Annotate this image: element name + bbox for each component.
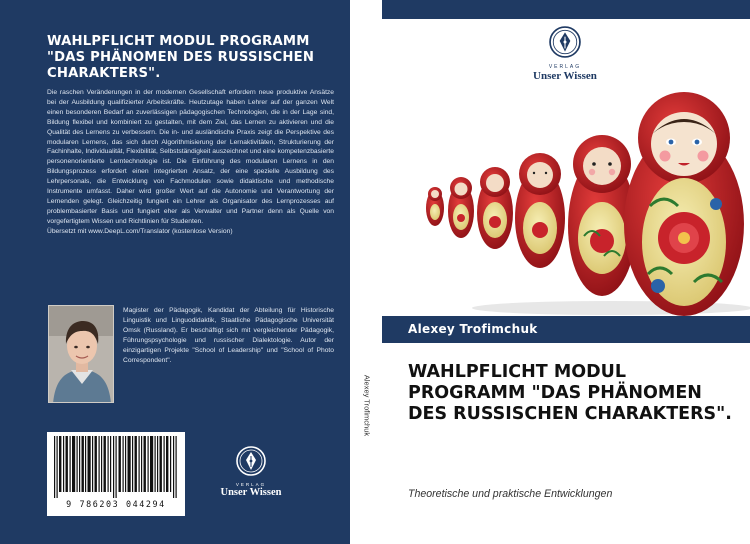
isbn-number: 9 786203 044294 [66,499,166,509]
back-cover-blurb [47,88,334,237]
spine-author: Alexey Trofimchuk [362,374,372,437]
publisher-name: Unser Wissen [533,70,597,82]
publisher-logo-front [525,26,605,82]
spine [350,0,382,544]
publisher-verlag-label: VERLAG [548,64,582,70]
front-top-bar [382,0,750,19]
author-band [382,316,750,343]
author-portrait-image [48,305,114,403]
translation-note: Übersetzt mit www.DeepL.com/Translator (kostenlose Version) [47,227,233,235]
blurb-text: Die raschen Veränderungen in der modernen Gesellschaft erfordern neue produktive Ansätze bei der Ausbildung qualifizierter Arbeitskräfte. Heutzutage haben Lehrer auf der ganzen Welt einen besonderen Bedarf an zuverlässigen pädagogischen Technologien, die in der Lage sind, Bildung flexibel und kombiniert zu gestalten, mit dem Ziel, das Lernen zu aktivieren und die Qualität des Lernens zu verbessern. Die in- und ausländische Praxis zeigt die Perspektive des modularen Lernens, das sich durch Algorithmisierung der Lernaktivitäten, Strukturierung der Fachinhalte, Individualität, Flexibilität, Selbstständigkeit auszeichnet und eine kompetenzbasierte personenorientierte Lerntechnologie ist. Die Einführung des modularen Lernens in den Bildungsprozess erfordert einen integrierten Ansatz, der eine spezielle Ausbildung des Lehrpersonals, die Entwicklung von Fachmodulen sowie didaktische und methodische Instrumente umfasst. Daher wird großer Wert auf die Autonomie und Verantwortung der Lernenden gelegt. Gleichzeitig fungiert ein Lehrer als Organisator des Lernprozesses auf problembasierter Basis und fungiert eher als Verwalter und Partner denn als Quelle von vorgefertigtem Wissen und Richtlinien für Studenten. [47,89,334,225]
front-cover-subtitle: Theoretische und praktische Entwicklungen [408,488,613,500]
doll-1 [624,92,744,316]
publisher-name: Unser Wissen [220,487,282,498]
doll-6 [426,187,444,226]
front-cover [382,0,750,544]
author-bio: Magister der Pädagogik, Kandidat der Abteilung für Historische Linguistik und Linguodidaktik, Staatliche Pädagogische Universität Omsk (Russland). Er beschäftigt sich mit vergleichender Pädagogik, Führungspsychologie und russischer Dialektologie. Autor der einzigartigen Projekte "School of Leadership" und "School of Photo Correspondent". [123,307,334,364]
doll-5 [448,177,474,238]
back-cover [0,0,350,544]
matryoshka-dolls-image [412,86,750,318]
doll-3 [515,153,565,268]
publisher-logo-back [214,446,288,498]
publisher-logo-icon [236,446,266,476]
front-author-name: Alexey Trofimchuk [408,322,538,336]
barcode-bars [52,436,180,498]
publisher-logo-icon [549,26,581,58]
doll-4 [477,167,513,249]
barcode [47,432,185,516]
publisher-verlag-label: VERLAG [235,482,267,487]
back-cover-title: WAHLPFLICHT MODUL PROGRAMM "DAS PHÄNOMEN DES RUSSISCHEN CHARAKTERS". [47,34,315,81]
front-cover-title: WAHLPFLICHT MODUL PROGRAMM "DAS PHÄNOMEN DES RUSSISCHEN CHARAKTERS". [408,362,732,424]
